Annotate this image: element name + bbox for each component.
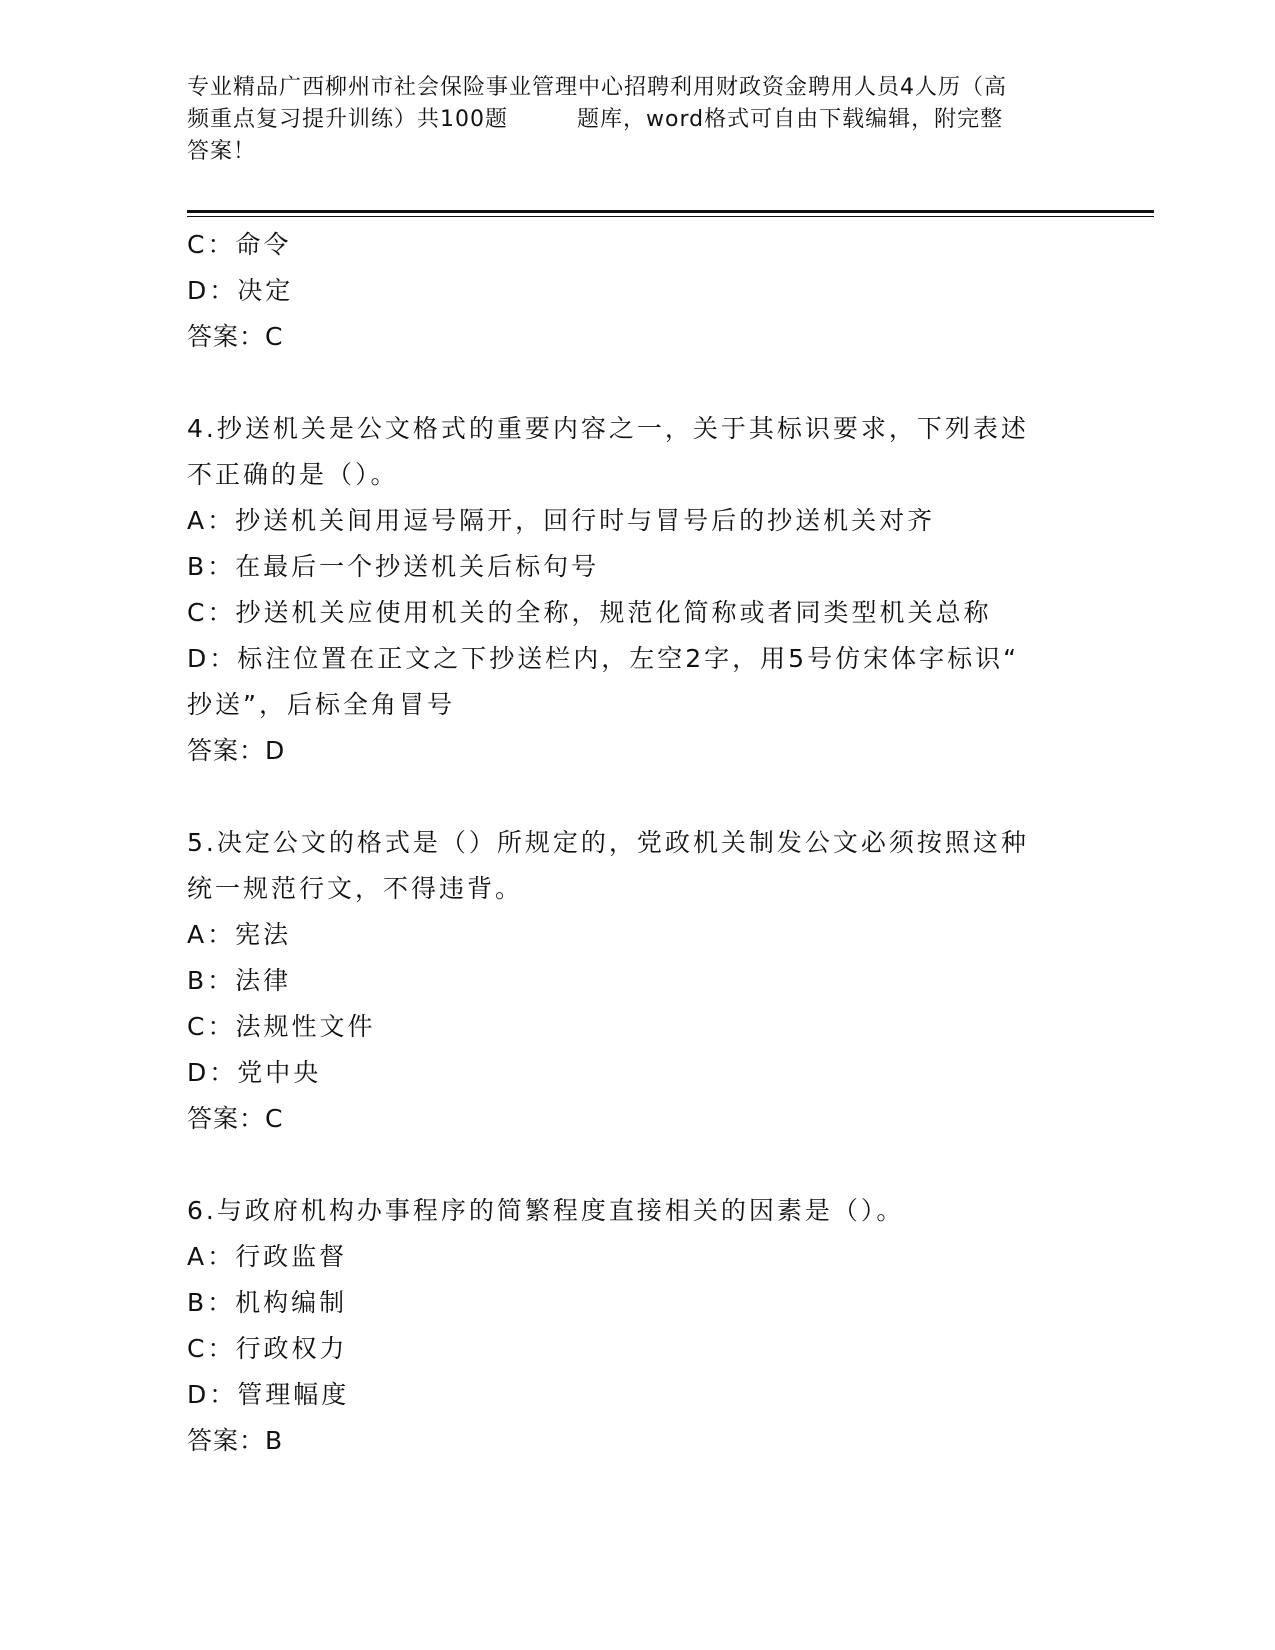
question-5 — [187, 820, 1087, 1142]
spacer — [187, 774, 1087, 820]
question-text-line: 5.决定公文的格式是（）所规定的，党政机关制发公文必须按照这种 — [187, 828, 1029, 857]
option-b: B：机构编制 — [187, 1288, 348, 1317]
question-text-line: 不正确的是（）。 — [187, 460, 399, 489]
question-text — [187, 820, 1087, 912]
option-a: A：抄送机关间用逗号隔开，回行时与冒号后的抄送机关对齐 — [187, 506, 936, 535]
header-title-line: 专业精品广西柳州市社会保险事业管理中心招聘利用财政资金聘用人员4人历（高 — [187, 75, 1007, 100]
question-text-line: 统一规范行文，不得违背。 — [187, 874, 524, 903]
option-d: D：决定 — [187, 276, 294, 305]
option-b: B：法律 — [187, 966, 292, 995]
option-d-line: D：标注位置在正文之下抄送栏内，左空2字，用5号仿宋体字标识“ — [187, 644, 1020, 673]
question-4 — [187, 406, 1087, 774]
header-title-line: 频重点复习提升训练）共100题 题库，word格式可自由下载编辑，附完整 — [187, 107, 1004, 132]
option-c: C：抄送机关应使用机关的全称，规范化简称或者同类型机关总称 — [187, 598, 992, 627]
option-d-line: 抄送”，后标全角冒号 — [187, 690, 455, 719]
option-c: C：行政权力 — [187, 1334, 348, 1363]
option-d: D：管理幅度 — [187, 1380, 350, 1409]
question-text-line: 6.与政府机构办事程序的简繁程度直接相关的因素是（）。 — [187, 1196, 905, 1225]
answer-line: 答案：C — [187, 1104, 284, 1133]
option-c: C：命令 — [187, 230, 292, 259]
question-continuation — [187, 222, 1087, 360]
answer-line: 答案：C — [187, 322, 284, 351]
header-title-line: 答案！ — [187, 139, 257, 164]
option-d — [187, 636, 1087, 728]
answer-line: 答案：B — [187, 1426, 284, 1455]
question-text-line: 4.抄送机关是公文格式的重要内容之一，关于其标识要求，下列表述 — [187, 414, 1029, 443]
spacer — [187, 1142, 1087, 1188]
document-body — [187, 222, 1087, 1464]
question-6 — [187, 1188, 1087, 1464]
option-b: B：在最后一个抄送机关后标句号 — [187, 552, 600, 581]
question-text — [187, 406, 1087, 498]
header-divider — [187, 210, 1154, 213]
question-text — [187, 1188, 1087, 1234]
spacer — [187, 360, 1087, 406]
option-c: C：法规性文件 — [187, 1012, 376, 1041]
header-divider-thin — [187, 216, 1154, 217]
option-a: A：行政监督 — [187, 1242, 348, 1271]
answer-line: 答案：D — [187, 736, 286, 765]
document-header — [187, 72, 1087, 168]
option-d: D：党中央 — [187, 1058, 322, 1087]
option-a: A：宪法 — [187, 920, 292, 949]
